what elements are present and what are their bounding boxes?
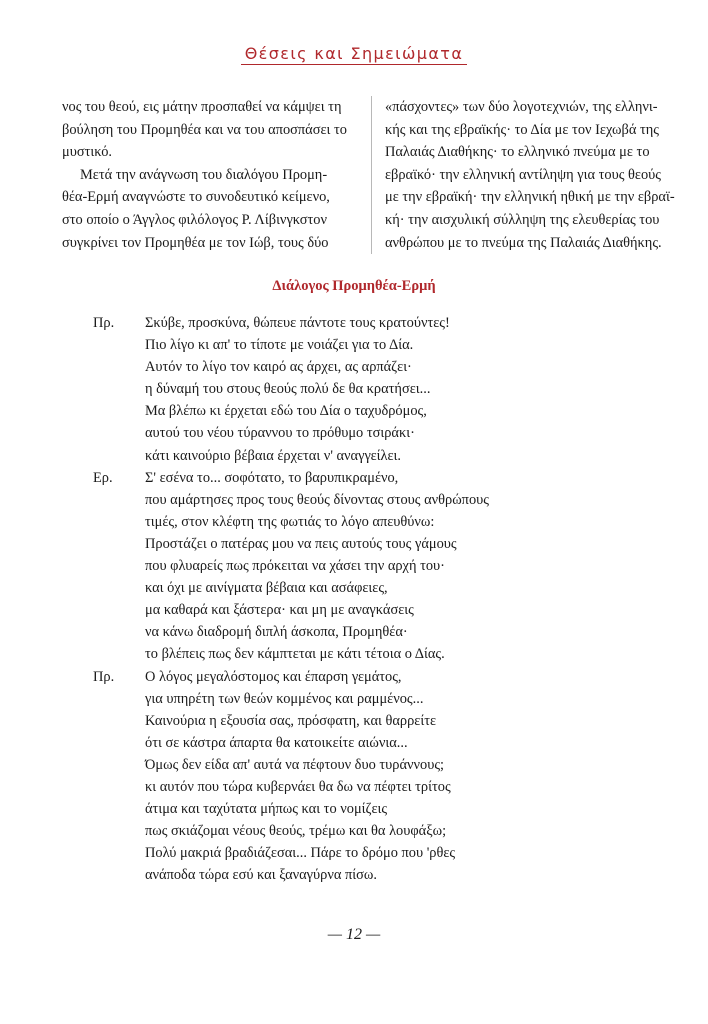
intro-left-column	[62, 96, 372, 254]
intro-left-paragraph-1: νος του θεού, εις μάτην προσπαθεί να κάμψει τη βούληση του Προμηθέα και να του αποσπάσει το μυστικό.	[62, 99, 347, 161]
verse-line: ανάποδα τώρα εσύ και ξαναγύρνα πίσω.	[145, 867, 377, 884]
verse-line: Ο λόγος μεγαλόστομος και έπαρση γεμάτος,	[145, 668, 402, 685]
speaker-label: Πρ.	[93, 315, 115, 331]
verse-lines	[145, 467, 489, 666]
verse-line: Όμως δεν είδα απ' αυτά να πέφτουν δυο τυράννους;	[145, 756, 445, 773]
verse-line: μα καθαρά και ξάστερα· και μη με αναγκάσεις	[145, 602, 414, 619]
page-number: — 12 —	[327, 926, 381, 943]
verse-line: και όχι με αινίγματα βέβαια και ασάφειες,	[145, 580, 388, 597]
verse-line: Σ' εσένα το... σοφότατο, το βαρυπικραμένο,	[145, 469, 399, 486]
verse-line: για υπηρέτη των θεών κομμένος και ραμμένος...	[145, 690, 424, 707]
verse-line: άτιμα και ταχύτατα μήπως και το νομίζεις	[145, 801, 388, 818]
verse-line: Μα βλέπω κι έρχεται εδώ του Δία ο ταχυδρόμος,	[145, 403, 427, 420]
dialogue	[93, 312, 653, 886]
verse-line: Προστάζει ο πατέρας μου να πεις αυτούς τους γάμους	[145, 535, 457, 552]
header-title: Θέσεις και Σημειώματα	[241, 44, 468, 65]
speaker-label: Ερ.	[93, 469, 113, 486]
dialogue-block	[93, 312, 653, 467]
verse-line: Πιο λίγο κι απ' το τίποτε με νοιάζει για το Δία.	[145, 337, 414, 354]
verse-line: να κάνω διαδρομή διπλή άσκοπα, Προμηθέα·	[145, 624, 408, 641]
verse-line: πως σκιάζομαι νέους θεούς, τρέμω και θα λουφάξω;	[145, 823, 447, 840]
running-header	[0, 44, 708, 65]
verse-line: ότι σε κάστρα άπαρτα θα κατοικείτε αιώνια...	[145, 734, 408, 751]
verse-line: Πολύ μακριά βραδιάζεσαι... Πάρε το δρόμο που 'ρθες	[145, 845, 456, 862]
intro-right-column	[372, 96, 681, 254]
verse-line: τιμές, στον κλέφτη της φωτιάς το λόγο απευθύνω:	[145, 513, 435, 530]
verse-line: η δύναμή του στους θεούς πολύ δε θα κρατήσει...	[145, 381, 431, 398]
intro-columns	[62, 96, 692, 254]
verse-line: Σκύβε, προσκύνα, θώπευε πάντοτε τους κρατούντες!	[145, 315, 450, 331]
verse-line: που αμάρτησες προς τους θεούς δίνοντας στους ανθρώπους	[145, 491, 489, 508]
verse-line: που φλυαρείς πως πρόκειται να χάσει την αρχή του·	[145, 558, 445, 575]
verse-line: αυτού του νέου τύραννου το πρόθυμο τσιράκι·	[145, 425, 415, 442]
verse-line: το βλέπεις πως δεν κάμπτεται με κάτι τέτοια ο Δίας.	[145, 646, 445, 663]
intro-right-paragraph-1: «πάσχοντες» των δύο λογοτεχνιών, της ελληνι- κής και της εβραϊκής· το Δία με τον Ιεχωβά της Παλαιάς Διαθήκης· το ελληνικό πνεύμα με το εβραϊκό· την ελληνική αντίληψη για τους θεούς με την εβραϊκή· την ελληνική ηθική με την εβραϊ- κή· την αισχυλική σύλληψη της ελευθερίας του ανθρώπου με το πνεύμα της Παλαιάς Διαθήκης.	[385, 99, 675, 251]
verse-line: Καινούρια η εξουσία σας, πρόσφατη, και θαρρείτε	[145, 712, 437, 729]
verse-line: Αυτόν το λίγο τον καιρό ας άρχει, ας αρπάζει·	[145, 359, 412, 376]
dialogue-block	[93, 467, 653, 666]
verse-lines	[145, 312, 450, 467]
verse-line: κι αυτόν που τώρα κυβερνάει θα δω να πέφτει τρίτος	[145, 778, 451, 795]
verse-line: κάτι καινούριο βέβαια έρχεται ν' αναγγείλει.	[145, 447, 401, 464]
dialogue-block	[93, 666, 653, 887]
intro-left-paragraph-2: Μετά την ανάγνωση του διαλόγου Προμη- θέα-Ερμή αναγνώστε το συνοδευτικό κείμενο, στο οποίο ο Άγγλος φιλόλογος Ρ. Λίβινγκστον συγκρίνει τον Προμηθέα με τον Ιώβ, τους δύο	[62, 166, 330, 251]
speaker-label: Πρ.	[93, 668, 115, 685]
section-title: Διάλογος Προμηθέα-Ερμή	[272, 278, 436, 294]
verse-lines	[145, 666, 455, 887]
